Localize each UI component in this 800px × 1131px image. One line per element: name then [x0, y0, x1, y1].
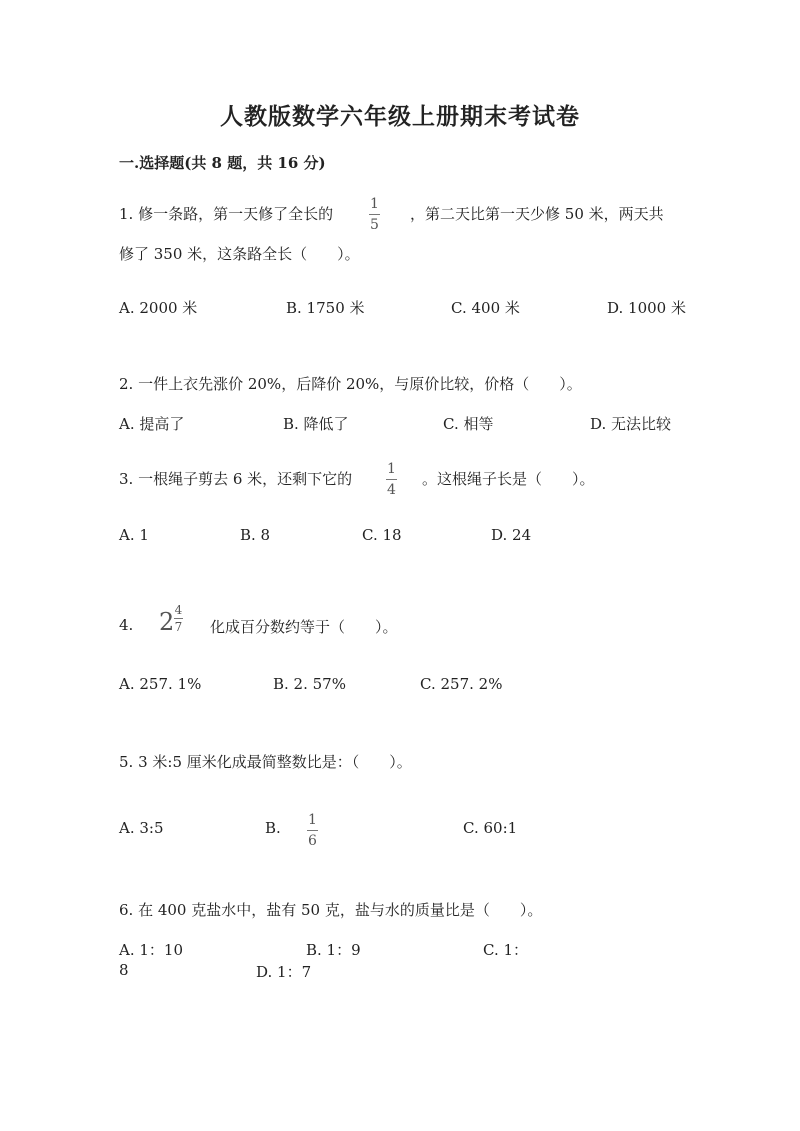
question-3-option-a[interactable]: A. 1: [119, 526, 149, 544]
question-5-option-b-fraction: [307, 813, 318, 848]
question-3-option-c[interactable]: C. 18: [362, 526, 402, 544]
fraction-numerator: 1: [308, 812, 317, 828]
fraction-bar: [369, 214, 380, 215]
question-1-text-part2: ，第二天比第一天少修 50 米，两天共: [410, 205, 664, 223]
question-1-option-c[interactable]: C. 400 米: [451, 299, 520, 317]
question-5-text: 5. 3 米:5 厘米化成最简整数比是：（ ）。: [119, 753, 412, 771]
question-6-text: 6. 在 400 克盐水中，盐有 50 克，盐与水的质量比是（ ）。: [119, 901, 543, 919]
question-2-text: 2. 一件上衣先涨价 20%，后降价 20%，与原价比较，价格（ ）。: [119, 375, 582, 393]
question-5-option-c[interactable]: C. 60:1: [463, 819, 518, 837]
question-2-option-d[interactable]: D. 无法比较: [590, 415, 672, 433]
question-1-option-b[interactable]: B. 1750 米: [286, 299, 365, 317]
fraction-denominator: 4: [387, 482, 396, 498]
question-1-fraction: [369, 197, 380, 232]
question-5-option-b[interactable]: B.: [265, 819, 281, 837]
question-5-option-a[interactable]: A. 3:5: [119, 819, 164, 837]
fraction-bar: [307, 830, 318, 831]
question-3-option-b[interactable]: B. 8: [240, 526, 271, 544]
section-heading: 一.选择题(共 8 题，共 16 分): [119, 154, 326, 172]
question-6-option-c[interactable]: C. 1：: [483, 941, 529, 959]
question-3-option-d[interactable]: D. 24: [491, 526, 532, 544]
question-4-mixed-whole: 2: [159, 608, 175, 636]
page-title: 人教版数学六年级上册期末考试卷: [220, 103, 580, 130]
question-2-option-b[interactable]: B. 降低了: [283, 415, 349, 433]
question-4-option-a[interactable]: A. 257. 1%: [119, 675, 202, 693]
question-1-text-part1: 1. 修一条路，第一天修了全长的: [119, 205, 334, 223]
question-4-text: 化成百分数约等于（ ）。: [210, 618, 398, 636]
question-3-text-part2: 。这根绳子长是（ ）。: [422, 470, 595, 488]
question-2-option-c[interactable]: C. 相等: [443, 415, 494, 433]
fraction-bar: [174, 618, 183, 619]
question-3-text-part1: 3. 一根绳子剪去 6 米，还剩下它的: [119, 470, 353, 488]
question-4-option-b[interactable]: B. 2. 57%: [273, 675, 346, 693]
question-4-fraction: [174, 604, 183, 633]
question-4-option-c[interactable]: C. 257. 2%: [420, 675, 503, 693]
question-6-option-a[interactable]: A. 1：10: [119, 941, 183, 959]
fraction-denominator: 7: [174, 620, 183, 634]
fraction-numerator: 1: [370, 196, 379, 212]
fraction-numerator: 4: [174, 603, 183, 617]
question-3-fraction: [386, 462, 397, 497]
question-6-option-c-continued[interactable]: 8: [119, 961, 129, 979]
question-6-option-b[interactable]: B. 1：9: [306, 941, 361, 959]
fraction-numerator: 1: [387, 461, 396, 477]
question-1-text-line2: 修了 350 米，这条路全长（ ）。: [119, 245, 360, 263]
question-1-option-d[interactable]: D. 1000 米: [607, 299, 686, 317]
fraction-denominator: 5: [370, 217, 379, 233]
question-4-number: 4.: [119, 616, 134, 634]
question-6-option-d[interactable]: D. 1：7: [256, 963, 312, 981]
fraction-bar: [386, 479, 397, 480]
fraction-denominator: 6: [308, 833, 317, 849]
question-1-option-a[interactable]: A. 2000 米: [119, 299, 198, 317]
question-2-option-a[interactable]: A. 提高了: [119, 415, 185, 433]
